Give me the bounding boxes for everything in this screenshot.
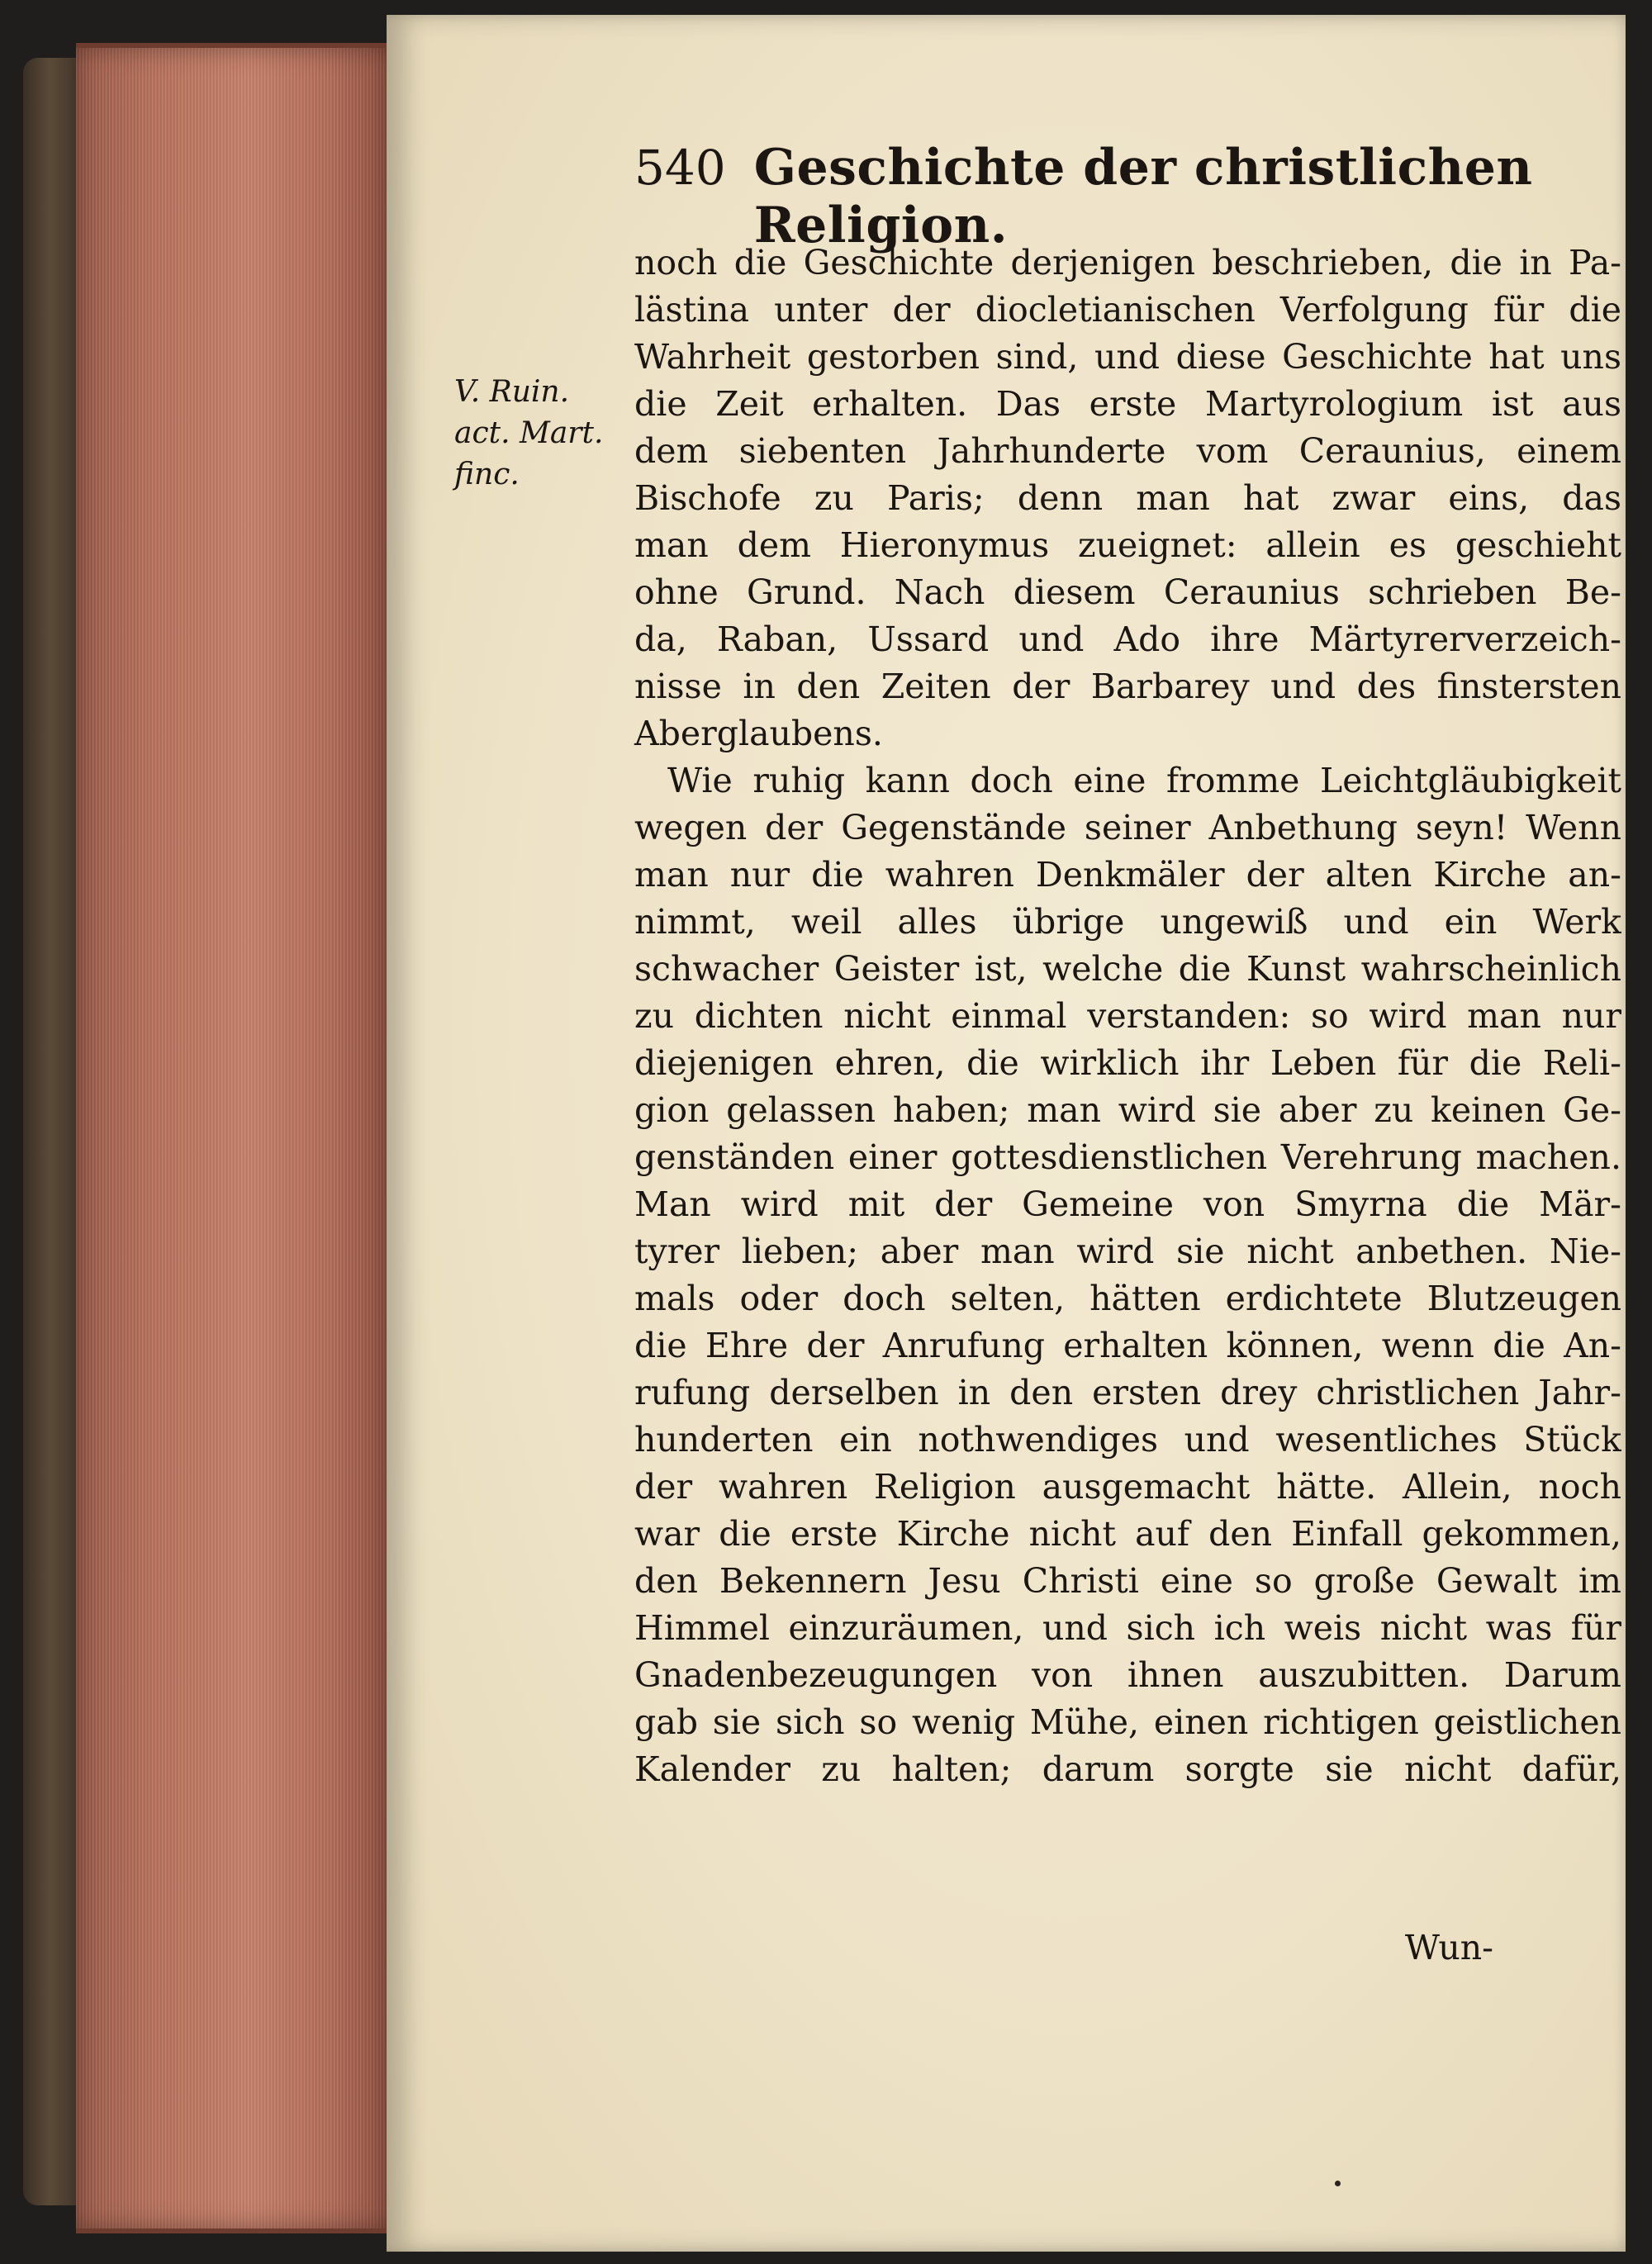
text-line: mals oder doch selten, hätten erdichtete Blutzeugen [634,1279,1621,1318]
text-line: Bischofe zu Paris; denn man hat zwar eins, das [634,478,1621,518]
print-dot [1335,2181,1341,2186]
text-line: schwacher Geister ist, welche die Kunst wahrscheinlich [634,949,1621,989]
running-head: Geschichte der christlichen Religion. [753,139,1533,254]
text-line: da, Raban, Ussard und Ado ihre Märtyrerverzeich- [634,619,1621,659]
page-number: 540 [634,140,726,196]
paragraph [634,757,1621,1793]
text-line: zu dichten nicht einmal verstanden: so wird man nur [634,996,1621,1036]
catchword: Wun- [1404,1928,1493,1967]
margin-note-line: finc. [454,458,520,491]
text-line: Aberglaubens. [634,714,883,753]
book-page [387,15,1626,2252]
text-line: der wahren Religion ausgemacht hätte. Allein, noch [634,1467,1621,1507]
text-line: dem siebenten Jahrhunderte vom Ceraunius, einem [634,431,1621,471]
text-line: gion gelassen haben; man wird sie aber zu keinen Ge- [634,1090,1621,1130]
text-line: nimmt, weil alles übrige ungewiß und ein Werk [634,902,1621,942]
text-line: die Zeit erhalten. Das erste Martyrologium ist aus [634,384,1621,424]
text-line: noch die Geschichte derjenigen beschrieben, die in Pa- [634,243,1621,282]
text-line: Wahrheit gestorben sind, und diese Geschichte hat uns [634,337,1621,377]
text-line: ohne Grund. Nach diesem Ceraunius schrieben Be- [634,572,1621,612]
text-line: Gnadenbezeugungen von ihnen auszubitten. Darum [634,1655,1621,1695]
text-line: nisse in den Zeiten der Barbarey und des finstersten [634,667,1621,706]
text-line: man dem Hieronymus zueignet: allein es geschieht [634,525,1621,565]
page-header [634,139,1609,254]
text-line: diejenigen ehren, die wirklich ihr Leben für die Reli- [634,1043,1621,1083]
text-line: den Bekennern Jesu Christi eine so große Gewalt im [634,1561,1621,1601]
text-line: genständen einer gottesdienstlichen Verehrung machen. [634,1137,1621,1177]
text-line: wegen der Gegenstände seiner Anbethung seyn! Wenn [634,808,1621,847]
margin-note-line: V. Ruin. [454,375,570,409]
page-edges [76,43,390,2233]
text-line: lästina unter der diocletianischen Verfolgung für die [634,290,1621,330]
text-line: Himmel einzuräumen, und sich ich weis nicht was für [634,1608,1621,1648]
body-text [634,240,1621,1793]
text-line: hunderten ein nothwendiges und wesentliches Stück [634,1420,1621,1459]
text-line: rufung derselben in den ersten drey christlichen Jahr- [634,1373,1621,1412]
margin-note [454,372,661,496]
text-line: tyrer lieben; aber man wird sie nicht anbethen. Nie- [634,1232,1621,1271]
text-line: Kalender zu halten; darum sorgte sie nicht dafür, [634,1749,1621,1789]
text-line: die Ehre der Anrufung erhalten können, wenn die An- [634,1326,1621,1365]
text-line: war die erste Kirche nicht auf den Einfall gekommen, [634,1514,1621,1554]
text-line: Wie ruhig kann doch eine fromme Leichtgläubigkeit [667,761,1621,800]
margin-note-line: act. Mart. [454,416,604,450]
text-line: man nur die wahren Denkmäler der alten Kirche an- [634,855,1621,895]
paragraph [634,240,1621,757]
text-line: Man wird mit der Gemeine von Smyrna die Mär- [634,1184,1621,1224]
text-line: gab sie sich so wenig Mühe, einen richtigen geistlichen [634,1702,1621,1742]
